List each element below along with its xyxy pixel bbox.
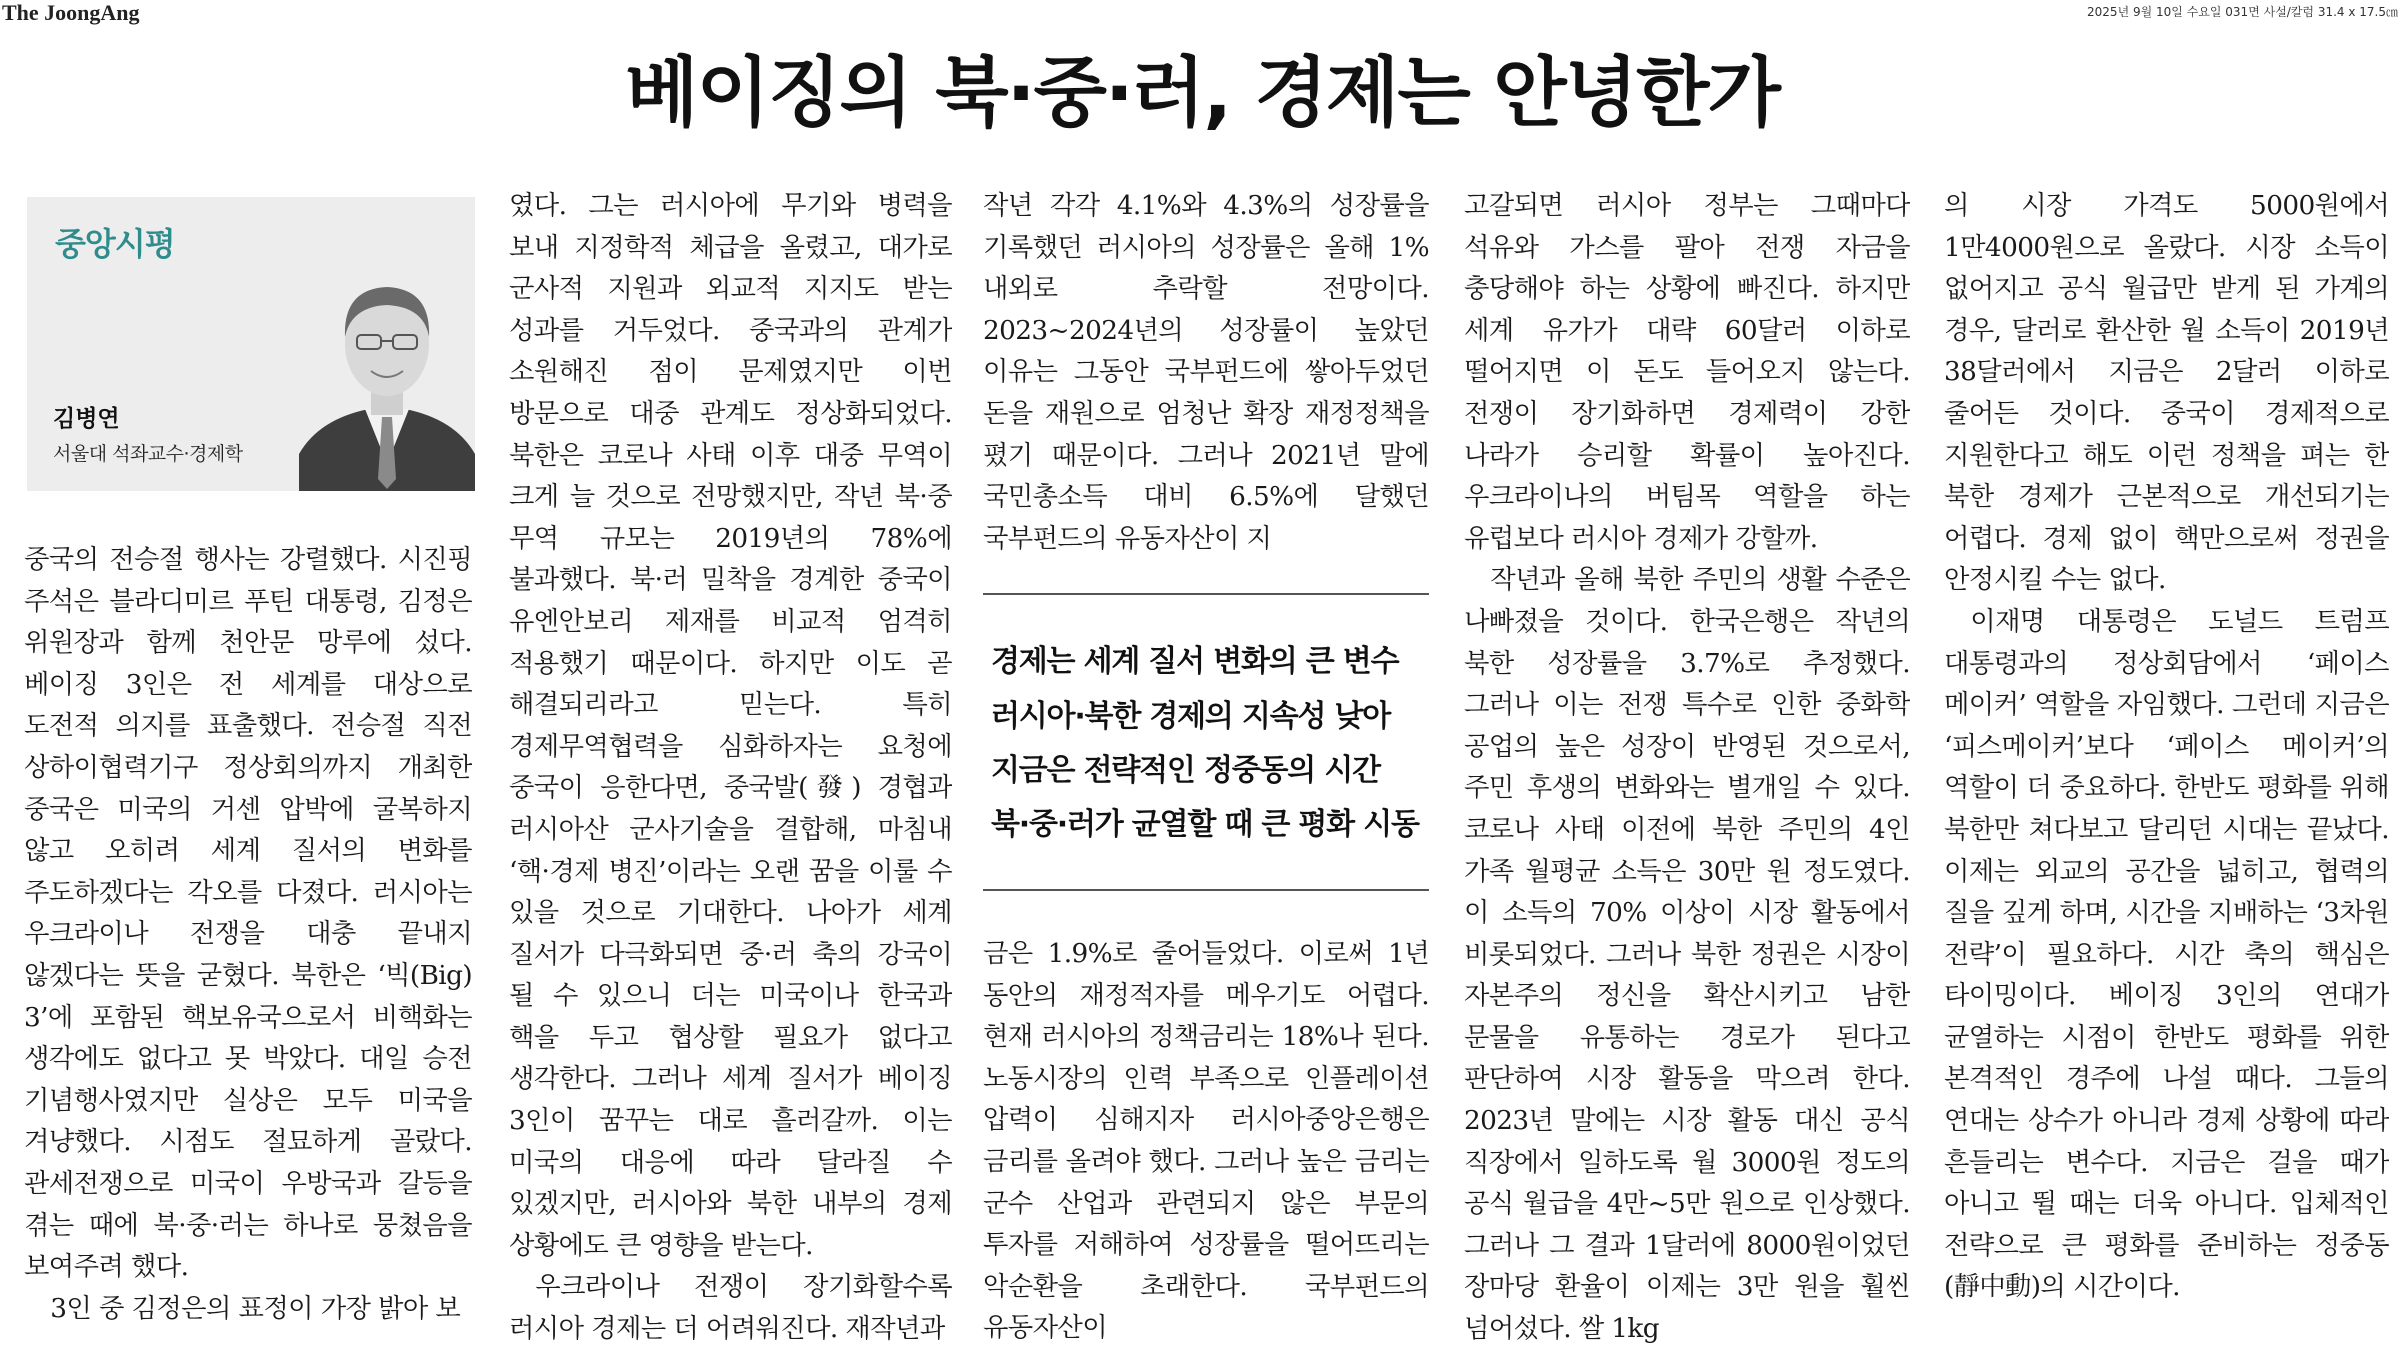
pull-quote-line: 러시아·북한 경제의 지속성 낮아: [991, 699, 1391, 734]
paragraph: 이재명 대통령은 도널드 트럼프 대통령과의 정상회담에서 ‘페이스 메이커’ 역할을 자임했다. 그런데 지금은 ‘피스메이커’보다 ‘페이스 메이커’의 역할이 더 중요하다. 한반도 평화를 위해 북한만 쳐다보고 달리던 시대는 끝났다. 이제는 외교의 공간을 넓히고, 협력의 질을 깊게 하며, 시간을 지배하는 ‘3차원 전략’이 필요하다. 시간 축의 핵심은 타이밍이다. 베이징 3인의 연대가 균열하는 시점이 한반도 평화를 위한 본격적인 경주에 나설 때다. 그들의 연대는 상수가 아니라 경제 상황에 따라 흔들리는 변수다. 지금은 걸을 때가 아니고 뛸 때는 더욱 아니다. 입체적인 전략으로 큰 평화를 준비하는 정중동(靜中動)의 시간이다.: [1944, 606, 2389, 1303]
paragraph: 고갈되면 러시아 정부는 그때마다 석유와 가스를 팔아 전쟁 자금을 충당해야 하는 상황에 빠진다. 하지만 세계 유가가 대략 60달러 이하로 떨어지면 이 돈도 들어오지 않는다. 전쟁이 장기화하면 경제력이 강한 나라가 승리할 확률이 높아진다. 우크라이나의 버팀목 역할을 하는 유럽보다 러시아 경제가 강할까.: [1464, 191, 1910, 554]
article-column-1: [24, 540, 472, 1340]
author-role: 서울대 석좌교수·경제학: [53, 443, 243, 465]
pull-quote-rule-bottom: [983, 889, 1429, 891]
paragraph: 작년과 올해 북한 주민의 생활 수준은 나빠졌을 것이다. 한국은행은 작년의 북한 성장률을 3.7%로 추정했다. 그러나 이는 전쟁 특수로 인한 중화학 공업의 높은 성장이 반영된 것으로서, 주민 후생의 변화와는 별개일 수 있다. 코로나 사태 이전에 북한 주민의 4인 가족 월평균 소득은 30만 원 정도였다. 이 소득의 70% 이상이 시장 활동에서 비롯되었다. 그러나 북한 정권은 시장이 자본주의 정신을 확산시키고 남한 문물을 유통하는 경로가 된다고 판단하여 시장 활동을 막으려 한다. 2023년 말에는 시장 활동 대신 공식 직장에서 일하도록 월 3000원 정도의 공식 월급을 4만~5만 원으로 인상했다. 그러나 그 결과 1달러에 8000원이었던 장마당 환율이 이제는 3만 원을 훨씬 넘어섰다. 쌀 1kg: [1464, 565, 1910, 1345]
headline: 베이징의 북·중·러, 경제는 안녕한가: [625, 48, 1779, 137]
masthead: [0, 0, 2404, 26]
article-column-5: [1944, 186, 2389, 1361]
publication-info: 2025년 9월 10일 수요일 031면 사설/칼럼 31.4 x 17.5㎝: [2087, 5, 2398, 19]
article-column-3-bottom: [983, 934, 1429, 1354]
pull-quote: [983, 593, 1429, 893]
section-tag: 중앙시평: [55, 225, 175, 263]
pull-quote-line: 북·중·러가 균열할 때 큰 평화 시동: [991, 807, 1419, 842]
paragraph: 금은 1.9%로 줄어들었다. 이로써 1년 동안의 재정적자를 메우기도 어렵다. 현재 러시아의 정책금리는 18%나 된다. 노동시장의 인력 부족으로 인플레이션 압력이 심해지자 러시아중앙은행은 금리를 올려야 했다. 그러나 높은 금리는 군수 산업과 관련되지 않은 부문의 투자를 저해하여 성장률을 떨어뜨리는 악순환을 초래한다. 국부펀드의 유동자산이: [983, 939, 1429, 1344]
paragraph: 3인 중 김정은의 표정이 가장 밝아 보: [50, 1293, 461, 1324]
columnist-profile: [27, 197, 475, 491]
author-name: 김병연: [53, 406, 120, 432]
pull-quote-line: 경제는 세계 질서 변화의 큰 변수: [991, 644, 1399, 679]
article-column-4: [1464, 186, 1910, 1361]
article-column-2: [509, 186, 952, 1361]
brand-logo: The JoongAng: [2, 0, 140, 25]
paragraph: 중국의 전승절 행사는 강렬했다. 시진핑 주석은 블라디미르 푸틴 대통령, 김정은 위원장과 함께 천안문 망루에 섰다. 베이징 3인은 전 세계를 대상으로 도전적 의지를 표출했다. 전승절 직전 상하이협력기구 정상회의까지 개최한 중국은 미국의 거센 압박에 굴복하지 않고 오히려 세계 질서의 변화를 주도하겠다는 각오를 다졌다. 러시아는 우크라이나 전쟁을 대충 끝내지 않겠다는 뜻을 굳혔다. 북한은 ‘빅(Big) 3’에 포함된 핵보유국으로서 비핵화는 생각에도 없다고 못 박았다. 대일 승전 기념행사였지만 실상은 모두 미국을 겨냥했다. 시점도 절묘하게 골랐다. 관세전쟁으로 미국이 우방국과 갈등을 겪는 때에 북·중·러는 하나로 뭉쳤음을 보여주려 했다.: [24, 545, 472, 1283]
pull-quote-line: 지금은 전략적인 정중동의 시간: [991, 753, 1380, 788]
pull-quote-rule-top: [983, 593, 1429, 595]
paragraph: 우크라이나 전쟁이 장기화할수록 러시아 경제는 더 어려워진다. 재작년과: [509, 1272, 952, 1345]
paragraph: 였다. 그는 러시아에 무기와 병력을 보내 지정학적 체급을 올렸고, 대가로 군사적 지원과 외교적 지지도 받는 성과를 거두었다. 중국과의 관계가 소원해진 점이 문제였지만 이번 방문으로 대중 관계도 정상화되었다. 북한은 코로나 사태 이후 대중 무역이 크게 늘 것으로 전망했지만, 작년 북·중 무역 규모는 2019년의 78%에 불과했다. 북·러 밀착을 경계한 중국이 유엔안보리 제재를 비교적 엄격히 적용했기 때문이다. 하지만 이도 곧 해결되리라고 믿는다. 특히 경제무역협력을 심화하자는 요청에 중국이 응한다면, 중국발(發) 경협과 러시아산 군사기술을 결합해, 마침내 ‘핵·경제 병진’이라는 오랜 꿈을 이룰 수 있을 것으로 기대한다. 나아가 세계 질서가 다극화되면 중·러 축의 강국이 될 수 있으니 더는 미국이나 한국과 핵을 두고 협상할 필요가 없다고 생각한다. 그러나 세계 질서가 베이징 3인이 꿈꾸는 대로 흘러갈까. 이는 미국의 대응에 따라 달라질 수 있겠지만, 러시아와 북한 내부의 경제 상황에도 큰 영향을 받는다.: [509, 191, 952, 1261]
article-column-3-top: [983, 186, 1429, 606]
author-portrait-icon: [299, 249, 475, 491]
paragraph: 작년 각각 4.1%와 4.3%의 성장률을 기록했던 러시아의 성장률은 올해 1% 내외로 추락할 전망이다. 2023~2024년의 성장률이 높았던 이유는 그동안 국부펀드에 쌓아두었던 돈을 재원으로 엄청난 확장 재정정책을 폈기 때문이다. 그러나 2021년 말에 국민총소득 대비 6.5%에 달했던 국부펀드의 유동자산이 지: [983, 191, 1429, 554]
paragraph: 의 시장 가격도 5000원에서 1만4000원으로 올랐다. 시장 소득이 없어지고 공식 월급만 받게 된 가계의 경우, 달러로 환산한 월 소득이 2019년 38달러에서 지금은 2달러 이하로 줄어든 것이다. 중국이 경제적으로 지원한다고 해도 이런 정책을 펴는 한 북한 경제가 근본적으로 개선되기는 어렵다. 경제 없이 핵만으로써 정권을 안정시킬 수는 없다.: [1944, 191, 2389, 596]
